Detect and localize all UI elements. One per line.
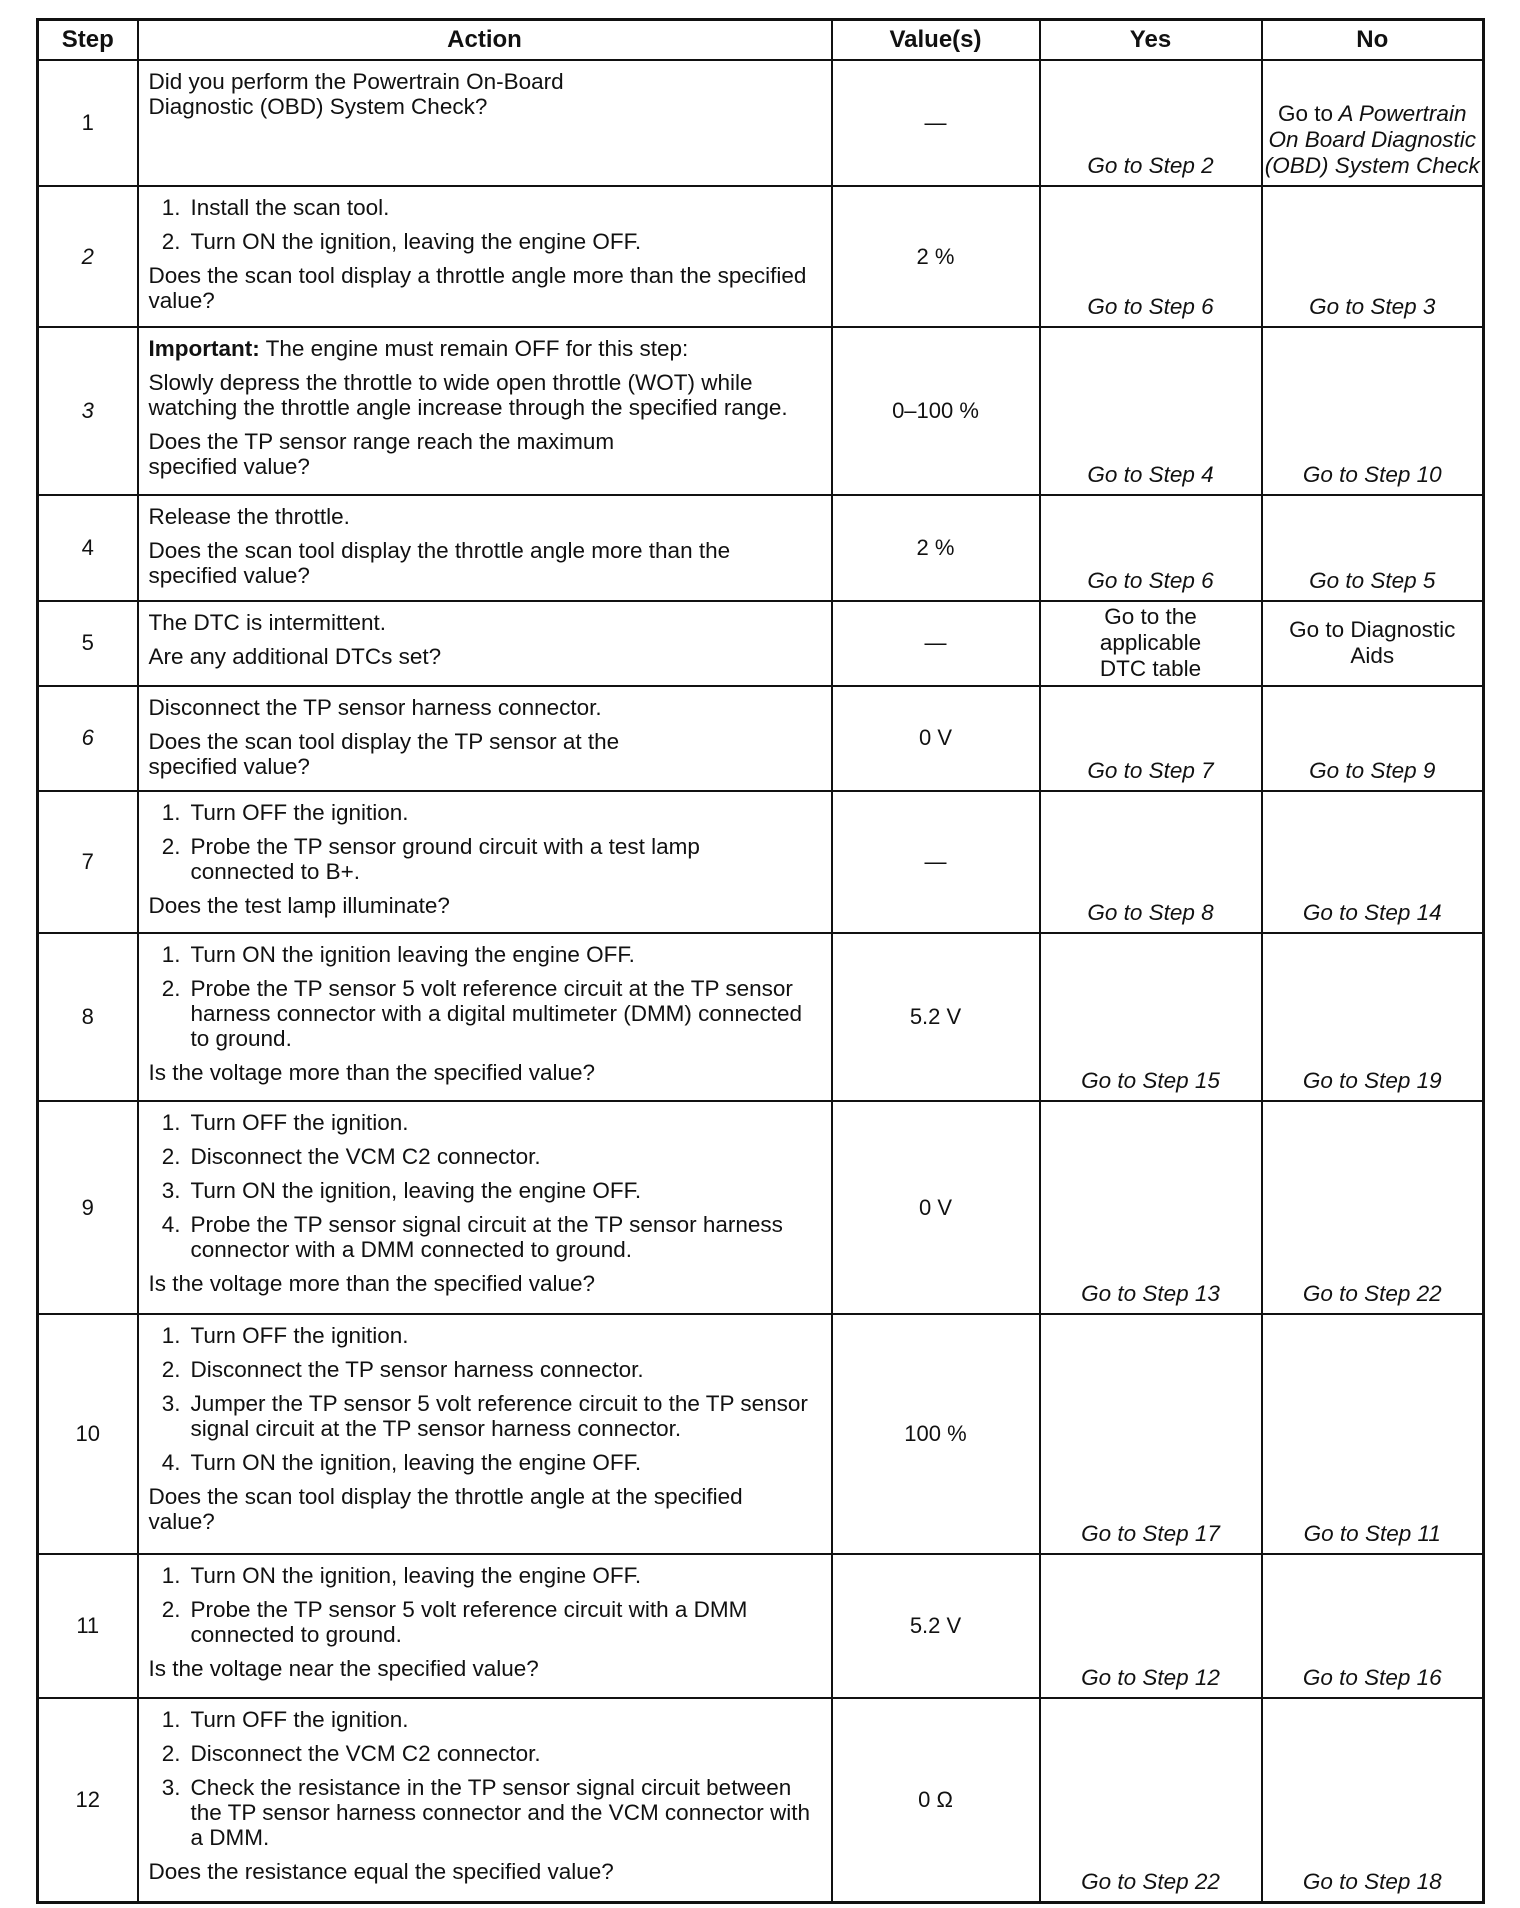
list-item: 1. Turn OFF the ignition. [161, 1109, 409, 1135]
table-row [38, 601, 1484, 686]
action-text: Slowly depress the throttle to wide open throttle (WOT) while watching the throttle angle increase through the specified range. [148, 370, 788, 421]
value-cell: — [832, 601, 1040, 686]
step-number: 11 [38, 1554, 138, 1698]
action-cell [138, 1314, 832, 1554]
table-row [38, 791, 1484, 933]
action-text: The DTC is intermittent. [148, 610, 387, 636]
no-cell: Go to Step 14 [1262, 791, 1484, 933]
no-link: A Powertrain On Board Diagnostic (OBD) System Check [1264, 100, 1480, 178]
step-number: 9 [38, 1101, 138, 1314]
no-prefix: Go to [1278, 100, 1334, 126]
header-no: No [1262, 20, 1484, 61]
header-yes: Yes [1040, 20, 1262, 61]
header-action: Action [138, 20, 832, 61]
action-question: Does the TP sensor range reach the maximum specified value? [148, 429, 615, 480]
action-question: Does the scan tool display the throttle angle at the specified value? [148, 1484, 743, 1535]
yes-cell: Go to Step 8 [1040, 791, 1262, 933]
value-cell: 0 V [832, 1101, 1040, 1314]
value-cell: — [832, 60, 1040, 186]
step-number: 12 [38, 1698, 138, 1903]
yes-cell: Go to Step 6 [1040, 495, 1262, 601]
action-question: Does the scan tool display the throttle angle more than the specified value? [148, 538, 731, 589]
action-question: Is the voltage more than the specified value? [148, 1270, 596, 1296]
step-number: 10 [38, 1314, 138, 1554]
action-cell [138, 60, 832, 186]
table-row [38, 933, 1484, 1101]
no-cell: Go to Step 11 [1262, 1314, 1484, 1554]
list-item: 4. Probe the TP sensor signal circuit at the TP sensor harness connector with a DMM connected to ground. [161, 1211, 783, 1262]
action-question: Does the scan tool display the TP sensor at the specified value? [148, 728, 620, 779]
action-cell [138, 686, 832, 792]
step-number: 7 [38, 791, 138, 933]
yes-cell: Go to Step 13 [1040, 1101, 1262, 1314]
action-cell [138, 186, 832, 328]
no-cell: Go to Diagnostic Aids [1262, 601, 1484, 686]
value-cell: 5.2 V [832, 1554, 1040, 1698]
list-item: 1. Turn OFF the ignition. [161, 800, 409, 826]
list-item: 3. Turn ON the ignition, leaving the engine OFF. [161, 1177, 642, 1203]
value-cell: 100 % [832, 1314, 1040, 1554]
action-question: Is the voltage near the specified value? [148, 1656, 539, 1682]
no-cell [1262, 60, 1484, 186]
list-item: 2. Probe the TP sensor ground circuit with a test lamp connected to B+. [161, 834, 700, 885]
table-row [38, 1554, 1484, 1698]
no-cell: Go to Step 16 [1262, 1554, 1484, 1698]
list-item: 1. Turn OFF the ignition. [161, 1323, 409, 1349]
yes-cell: Go to Step 15 [1040, 933, 1262, 1101]
action-question: Is the voltage more than the specified value? [148, 1059, 596, 1085]
step-number: 1 [38, 60, 138, 186]
list-item: 2. Disconnect the VCM C2 connector. [161, 1740, 541, 1766]
table-row [38, 495, 1484, 601]
list-item: 3. Check the resistance in the TP sensor signal circuit between the TP sensor harness connector and the VCM connector with a DMM. [161, 1774, 811, 1850]
action-text: Release the throttle. [148, 504, 350, 530]
list-item: 2. Turn ON the ignition, leaving the engine OFF. [161, 228, 642, 254]
list-item: 4. Turn ON the ignition, leaving the engine OFF. [161, 1450, 642, 1476]
step-number: 8 [38, 933, 138, 1101]
action-cell [138, 933, 832, 1101]
list-item: 2. Probe the TP sensor 5 volt reference circuit with a DMM connected to ground. [161, 1597, 748, 1648]
list-item: 3. Jumper the TP sensor 5 volt reference circuit to the TP sensor signal circuit at the TP sensor harness connector. [161, 1391, 808, 1442]
action-cell [138, 1554, 832, 1698]
action-cell [138, 791, 832, 933]
no-cell: Go to Step 10 [1262, 327, 1484, 495]
table-row [38, 327, 1484, 495]
action-text: Disconnect the TP sensor harness connector. [148, 694, 602, 720]
header-values: Value(s) [832, 20, 1040, 61]
yes-cell: Go to Step 7 [1040, 686, 1262, 792]
no-cell: Go to Step 19 [1262, 933, 1484, 1101]
action-question: Does the scan tool display a throttle angle more than the specified value? [148, 262, 807, 313]
table-row [38, 1698, 1484, 1903]
action-cell [138, 601, 832, 686]
action-text: Did you perform the Powertrain On-Board Diagnostic (OBD) System Check? [148, 69, 564, 119]
yes-cell: Go to Step 22 [1040, 1698, 1262, 1903]
table-row [38, 60, 1484, 186]
action-question: Does the test lamp illuminate? [148, 893, 450, 919]
value-cell: — [832, 791, 1040, 933]
value-cell: 0 Ω [832, 1698, 1040, 1903]
step-number: 3 [38, 327, 138, 495]
no-cell: Go to Step 22 [1262, 1101, 1484, 1314]
yes-cell: Go to the applicable DTC table [1040, 601, 1262, 686]
table-row [38, 1101, 1484, 1314]
step-number: 4 [38, 495, 138, 601]
action-question: Does the resistance equal the specified value? [148, 1858, 614, 1884]
value-cell: 2 % [832, 495, 1040, 601]
list-item: 1. Turn OFF the ignition. [161, 1706, 409, 1732]
step-number: 6 [38, 686, 138, 792]
yes-cell: Go to Step 2 [1040, 60, 1262, 186]
yes-cell: Go to Step 6 [1040, 186, 1262, 328]
no-cell: Go to Step 9 [1262, 686, 1484, 792]
no-cell: Go to Step 3 [1262, 186, 1484, 328]
list-item: 2. Disconnect the VCM C2 connector. [161, 1143, 541, 1169]
step-number: 2 [38, 186, 138, 328]
table-row [38, 1314, 1484, 1554]
header-row [38, 20, 1484, 61]
diagnostic-table [36, 18, 1485, 1904]
important-note: Important: The engine must remain OFF for this step: [148, 336, 689, 362]
value-cell: 0–100 % [832, 327, 1040, 495]
value-cell: 0 V [832, 686, 1040, 792]
yes-cell: Go to Step 17 [1040, 1314, 1262, 1554]
action-cell [138, 327, 832, 495]
no-cell: Go to Step 5 [1262, 495, 1484, 601]
action-question: Are any additional DTCs set? [148, 644, 442, 670]
list-item: 1. Install the scan tool. [161, 194, 390, 220]
step-number: 5 [38, 601, 138, 686]
action-cell [138, 495, 832, 601]
list-item: 2. Disconnect the TP sensor harness connector. [161, 1357, 644, 1383]
value-cell: 5.2 V [832, 933, 1040, 1101]
value-cell: 2 % [832, 186, 1040, 328]
no-cell: Go to Step 18 [1262, 1698, 1484, 1903]
yes-cell: Go to Step 4 [1040, 327, 1262, 495]
table-row [38, 686, 1484, 792]
list-item: 1. Turn ON the ignition leaving the engine OFF. [161, 941, 635, 967]
action-cell [138, 1101, 832, 1314]
table-row [38, 186, 1484, 328]
list-item: 1. Turn ON the ignition, leaving the engine OFF. [161, 1563, 642, 1589]
action-cell [138, 1698, 832, 1903]
header-step: Step [38, 20, 138, 61]
yes-cell: Go to Step 12 [1040, 1554, 1262, 1698]
list-item: 2. Probe the TP sensor 5 volt reference circuit at the TP sensor harness connector with a digital multimeter (DMM) connected to ground. [161, 975, 802, 1051]
